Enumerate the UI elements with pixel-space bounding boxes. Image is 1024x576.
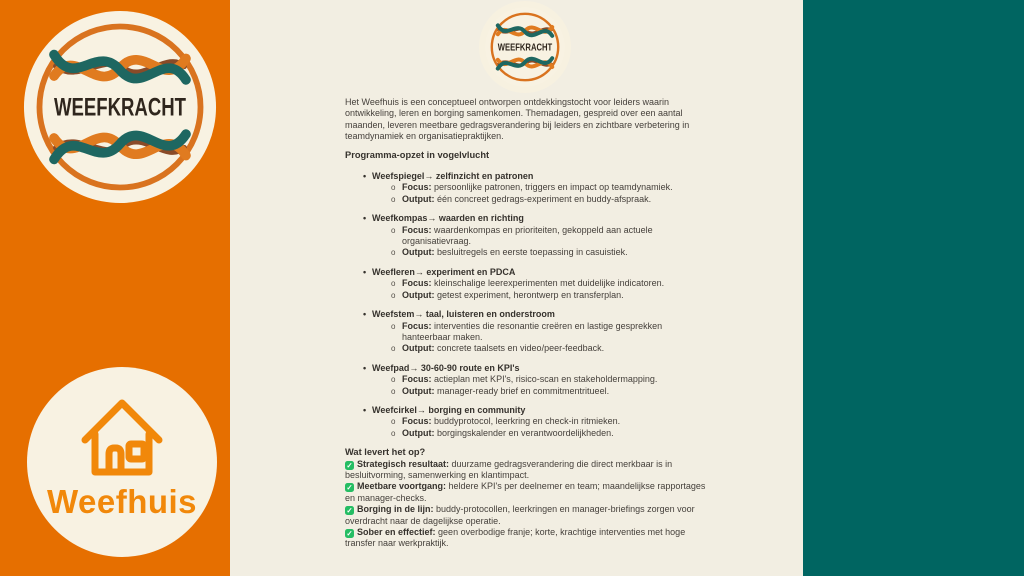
benefits-heading: Wat levert het op? <box>345 447 426 458</box>
focus-text: persoonlijke patronen, triggers en impact op teamdynamiek. <box>434 182 673 193</box>
focus-text: waardenkompas en prioriteiten, gekoppeld aan actuele organisatievraag. <box>402 224 653 247</box>
weefhuis-badge <box>27 367 217 557</box>
benefit-label: Meetbare voortgang: <box>357 481 447 492</box>
bullet-icon: • <box>363 213 367 224</box>
focus-label: Focus: <box>402 182 432 193</box>
badge-label: Weefhuis <box>46 483 198 520</box>
program-item-title: Weefspiegel→ zelfinzicht en patronen <box>372 171 534 182</box>
benefit-label: Borging in de lijn: <box>357 504 434 515</box>
output-label: Output: <box>402 289 435 300</box>
focus-label: Focus: <box>402 374 432 385</box>
program-item-title: Weefpad→ 30-60-90 route en KPI's <box>372 362 520 373</box>
program-list <box>345 171 707 439</box>
focus-text: buddyprotocol, leerkring en check-in ritmieken. <box>434 416 621 427</box>
weefkracht-logo-badge <box>23 10 217 204</box>
sub-bullet-icon: o <box>391 375 396 385</box>
output-label: Output: <box>402 385 435 396</box>
output-label: Output: <box>402 427 435 438</box>
output-text: getest experiment, herontwerp en transferplan. <box>437 289 624 300</box>
benefit-item <box>345 459 707 482</box>
house-icon <box>70 383 174 483</box>
output-label: Output: <box>402 343 435 354</box>
sub-bullet-icon: o <box>391 183 396 193</box>
program-item-title: Weefstem→ taal, luisteren en onderstroom <box>372 309 555 320</box>
document-content <box>345 97 707 550</box>
check-icon: ✓ <box>346 529 353 538</box>
document-page <box>230 0 803 576</box>
weefkracht-seal <box>479 1 571 93</box>
brand-sidebar <box>0 0 230 576</box>
sub-bullet-icon: o <box>391 386 396 396</box>
benefit-item <box>345 504 707 527</box>
output-text: besluitregels en eerste toepassing in casuistiek. <box>437 247 628 258</box>
program-item <box>345 267 707 301</box>
focus-label: Focus: <box>402 416 432 427</box>
output-text: borgingskalender en verantwoordelijkheden. <box>437 427 614 438</box>
sub-bullet-icon: o <box>391 428 396 438</box>
program-heading: Programma-opzet in vogelvlucht <box>345 149 490 160</box>
program-item-title: Weefkompas→ waarden en richting <box>372 213 524 224</box>
check-icon: ✓ <box>346 506 353 516</box>
program-item <box>345 363 707 397</box>
program-item <box>345 309 707 355</box>
program-item <box>345 213 707 259</box>
bullet-icon: • <box>363 266 367 277</box>
sub-bullet-icon: o <box>391 225 396 235</box>
focus-text: interventies die resonantie creëren en lastige gesprekken hanteerbaar maken. <box>402 320 663 342</box>
sub-bullet-icon: o <box>391 344 396 354</box>
teal-strip <box>803 0 1024 576</box>
weefkracht-logo-icon <box>23 10 217 204</box>
bullet-icon: • <box>363 171 367 182</box>
focus-text: actieplan met KPI's, risico-scan en stakeholdermapping. <box>434 374 658 385</box>
sub-bullet-icon: o <box>391 417 396 427</box>
output-text: concrete taalsets en video/peer-feedback. <box>437 343 605 354</box>
benefit-text: duurzame gedragsverandering die direct merkbaar is in besluitvorming, samenwerking en klantimpact. <box>345 458 673 480</box>
sub-bullet-icon: o <box>391 279 396 289</box>
focus-text: kleinschalige leerexperimenten met duidelijke indicatoren. <box>434 278 665 289</box>
benefit-label: Strategisch resultaat: <box>357 458 450 469</box>
sub-bullet-icon: o <box>391 290 396 300</box>
bullet-icon: • <box>363 362 367 373</box>
focus-label: Focus: <box>402 278 432 289</box>
weefkracht-seal-icon <box>485 7 565 87</box>
check-icon: ✓ <box>346 483 353 493</box>
bullet-icon: • <box>363 309 367 320</box>
output-label: Output: <box>402 193 435 204</box>
benefit-item <box>345 481 707 504</box>
program-item <box>345 405 707 439</box>
benefit-label: Sober en effectief: <box>357 527 436 537</box>
sub-bullet-icon: o <box>391 194 396 204</box>
output-text: manager-ready brief en commitmentritueel. <box>437 385 610 396</box>
check-icon: ✓ <box>346 460 353 470</box>
benefit-item <box>345 527 707 550</box>
focus-label: Focus: <box>402 224 432 235</box>
bullet-icon: • <box>363 404 367 415</box>
intro-paragraph: Het Weefhuis is een conceptueel ontworpen ontdekkingstocht voor leiders waarin ontwikkeling, leren en borging samenkomen. Themadagen, gespreid over een aantal maanden, leveren meetbare gedragsverandering bij leiders en zichtbare verbetering in teamdynamiek en organisatiepraktijken. <box>345 97 690 142</box>
benefit-text: geen overbodige franje; korte, krachtige interventies met hoge transfer naar werkpraktijk. <box>345 527 686 549</box>
output-label: Output: <box>402 247 435 258</box>
sub-bullet-icon: o <box>391 321 396 331</box>
program-item-title: Weefleren→ experiment en PDCA <box>372 266 516 277</box>
benefit-text: buddy-protocollen, leerkringen en manager-briefings zorgen voor overdracht naar de dagelijkse operatie. <box>345 504 695 526</box>
output-text: één concreet gedrags-experiment en buddy-afspraak. <box>437 193 652 204</box>
sub-bullet-icon: o <box>391 248 396 258</box>
program-item-title: Weefcirkel→ borging en community <box>372 404 526 415</box>
focus-label: Focus: <box>402 320 432 331</box>
program-item <box>345 171 707 205</box>
benefit-text: heldere KPI's per deelnemer en team; maandelijkse rapportages en manager-checks. <box>345 481 706 503</box>
